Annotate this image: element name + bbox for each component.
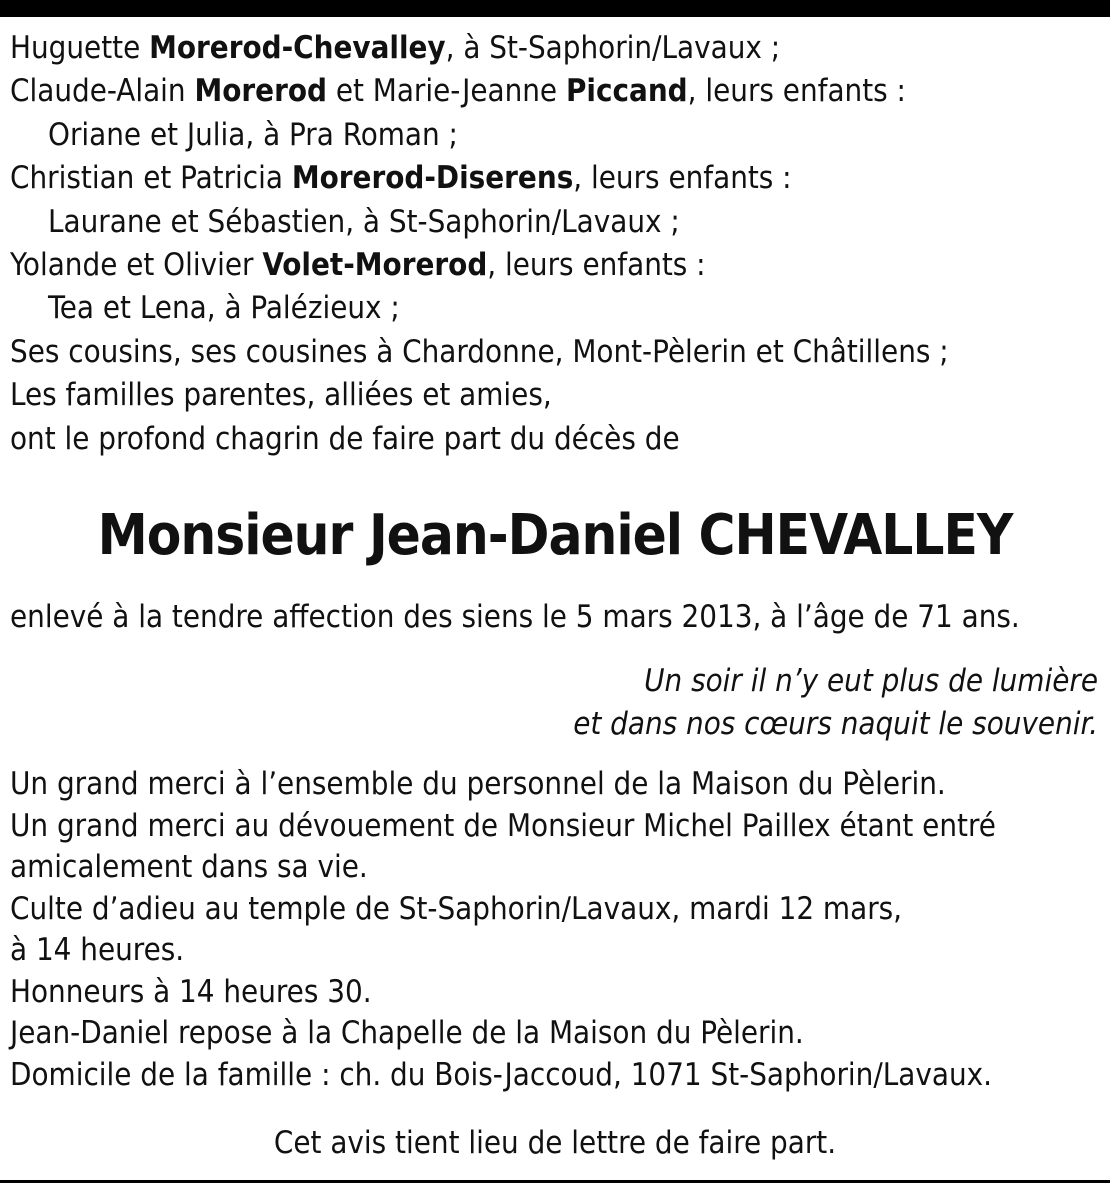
family-text: , leurs enfants : xyxy=(687,73,906,110)
family-text: Les familles parentes, alliées et amies, xyxy=(10,377,552,414)
family-text: Ses cousins, ses cousines à Chardonne, Mont-Pèlerin et Châtillens ; xyxy=(10,333,949,370)
family-text: ont le profond chagrin de faire part du décès de xyxy=(10,420,680,457)
family-text: Oriane et Julia, à Pra Roman ; xyxy=(48,116,458,153)
family-surname: Volet-Morerod xyxy=(262,247,488,284)
family-surname: Morerod-Diserens xyxy=(291,160,574,197)
deceased-name: Monsieur Jean-Daniel CHEVALLEY xyxy=(97,503,1013,568)
family-line xyxy=(10,70,1100,113)
family-text: , leurs enfants : xyxy=(573,160,792,197)
family-text: , leurs enfants : xyxy=(487,247,706,284)
family-text: , à St-Saphorin/Lavaux ; xyxy=(445,30,781,66)
service-line: Jean-Daniel repose à la Chapelle de la Maison du Pèlerin. xyxy=(10,1015,804,1051)
family-text: Yolande et Olivier xyxy=(10,247,263,284)
family-text: Claude-Alain xyxy=(10,73,195,110)
family-line xyxy=(10,157,1100,200)
family-text: Tea et Lena, à Palézieux ; xyxy=(48,290,400,327)
family-line xyxy=(10,374,1100,417)
family-line xyxy=(10,201,1100,244)
thanks-and-service-info xyxy=(10,764,1100,1096)
death-announcement: enlevé à la tendre affection des siens le 5 mars 2013, à l’âge de 71 ans. xyxy=(10,599,1020,635)
family-line xyxy=(10,27,1100,70)
family-line xyxy=(10,331,1100,374)
family-line xyxy=(10,287,1100,330)
service-line: Culte d’adieu au temple de St-Saphorin/Lavaux, mardi 12 mars, xyxy=(10,890,903,927)
family-surname: Piccand xyxy=(565,73,688,110)
thanks-line: Un grand merci à l’ensemble du personnel de la Maison du Pèlerin. xyxy=(10,766,946,802)
family-surname: Morerod-Chevalley xyxy=(149,30,446,66)
thanks-line: Un grand merci au dévouement de Monsieur Michel Paillex étant entré xyxy=(10,807,996,844)
thanks-line: amicalement dans sa vie. xyxy=(10,849,368,885)
family-line xyxy=(10,244,1100,287)
bottom-border-rule xyxy=(0,1180,1110,1183)
closing-note: Cet avis tient lieu de lettre de faire part. xyxy=(273,1125,837,1161)
family-line xyxy=(10,418,1100,461)
poem xyxy=(573,660,1098,747)
family-text: et Marie-Jeanne xyxy=(326,73,566,110)
poem-line: et dans nos cœurs naquit le souvenir. xyxy=(573,706,1098,743)
service-line: Honneurs à 14 heures 30. xyxy=(10,973,372,1010)
family-surname: Morerod xyxy=(194,73,327,110)
family-text: Huguette xyxy=(10,30,150,66)
poem-line: Un soir il n’y eut plus de lumière xyxy=(644,663,1098,699)
family-text: Christian et Patricia xyxy=(10,160,292,197)
family-line xyxy=(10,114,1100,157)
family-text: Laurane et Sébastien, à St-Saphorin/Lavaux ; xyxy=(48,203,680,240)
service-line: Domicile de la famille : ch. du Bois-Jaccoud, 1071 St-Saphorin/Lavaux. xyxy=(10,1056,992,1093)
top-border-rule xyxy=(0,0,1110,17)
service-line: à 14 heures. xyxy=(10,932,185,968)
family-list xyxy=(10,27,1100,461)
